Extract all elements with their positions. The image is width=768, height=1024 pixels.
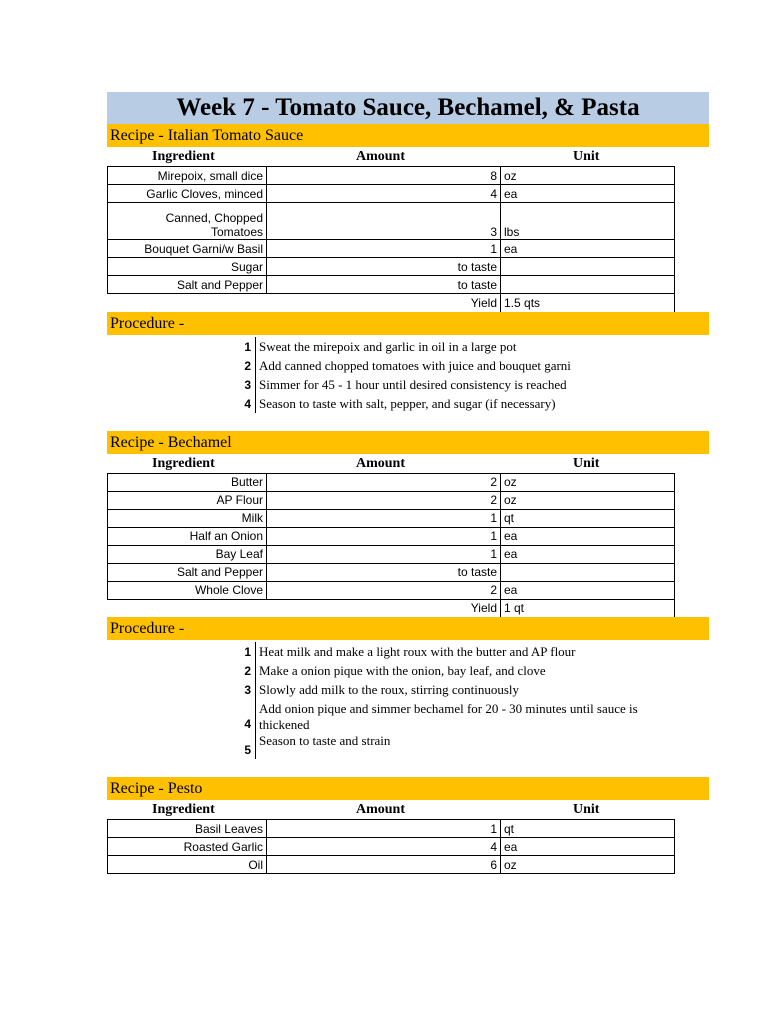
ingredient-cell: Basil Leaves [108, 820, 267, 838]
step-text: Season to taste and strain [255, 733, 669, 759]
step-number: 1 [244, 645, 251, 659]
procedure-step [107, 680, 709, 699]
amount-cell: 1 [267, 240, 501, 258]
table-row [108, 581, 675, 599]
ingredient-cell: Salt and Pepper [108, 276, 267, 294]
unit-cell [501, 276, 675, 294]
column-headers [107, 147, 709, 166]
table-row [108, 509, 675, 527]
column-headers [107, 454, 709, 473]
unit-cell: oz [501, 473, 675, 491]
ingredient-cell [108, 203, 267, 240]
ingredient-cell: Salt and Pepper [108, 563, 267, 581]
table-row [108, 545, 675, 563]
table-row [108, 203, 675, 240]
ingredient-cell: Mirepoix, small dice [108, 167, 267, 185]
unit-cell: lbs [501, 203, 675, 240]
amount-cell: to taste [267, 276, 501, 294]
table-row [108, 240, 675, 258]
table-row [108, 527, 675, 545]
table-row [108, 276, 675, 294]
yield-row [108, 599, 675, 617]
ingredient-cell: Bouquet Garni/w Basil [108, 240, 267, 258]
step-number: 4 [244, 396, 251, 411]
ingredient-cell: Bay Leaf [108, 545, 267, 563]
header-amount: Amount [356, 455, 406, 471]
unit-cell: qt [501, 509, 675, 527]
step-text: Slowly add milk to the roux, stirring continuously [255, 680, 669, 699]
table-row [108, 491, 675, 509]
header-amount: Amount [356, 149, 406, 164]
amount-cell: 1 [267, 545, 501, 563]
unit-cell: qt [501, 820, 675, 838]
unit-cell: ea [501, 838, 675, 856]
procedure-list-bechamel [107, 642, 709, 759]
amount-cell: 2 [267, 491, 501, 509]
yield-value: 1.5 qts [501, 294, 675, 312]
amount-cell: to taste [267, 563, 501, 581]
step-text: Sweat the mirepoix and garlic in oil in a large pot [255, 337, 669, 356]
procedure-step [107, 394, 709, 413]
amount-cell: to taste [267, 258, 501, 276]
unit-cell: ea [501, 545, 675, 563]
recipe-header-pesto: Recipe - Pesto [107, 777, 709, 800]
recipe-header-tomato: Recipe - Italian Tomato Sauce [107, 124, 709, 147]
procedure-step [107, 642, 709, 661]
step-number: 3 [244, 683, 251, 697]
amount-cell: 4 [267, 185, 501, 203]
ingredient-cell: Butter [108, 473, 267, 491]
header-ingredient: Ingredient [152, 802, 215, 817]
amount-cell: 1 [267, 509, 501, 527]
amount-cell: 4 [267, 838, 501, 856]
step-text: Make a onion pique with the onion, bay leaf, and clove [255, 661, 669, 680]
yield-label: Yield [267, 599, 501, 617]
amount-cell: 1 [267, 820, 501, 838]
amount-cell: 2 [267, 581, 501, 599]
header-ingredient: Ingredient [152, 149, 215, 164]
ingredient-line: Tomatoes [210, 225, 263, 239]
unit-cell: ea [501, 240, 675, 258]
procedure-header-bechamel: Procedure - [107, 617, 709, 640]
unit-cell: ea [501, 527, 675, 545]
ingredient-cell: AP Flour [108, 491, 267, 509]
amount-cell: 2 [267, 473, 501, 491]
step-number: 2 [244, 664, 251, 678]
step-number: 4 [244, 717, 251, 731]
empty-cell [108, 294, 267, 312]
procedure-step [107, 375, 709, 394]
ingredient-cell: Milk [108, 509, 267, 527]
step-text: Add onion pique and simmer bechamel for 20 - 30 minutes until sauce is thickened [255, 699, 669, 733]
step-number: 1 [244, 339, 251, 354]
recipe-header-bechamel: Recipe - Bechamel [107, 431, 709, 454]
procedure-step [107, 699, 709, 733]
yield-row [108, 294, 675, 312]
ingredient-cell: Half an Onion [108, 527, 267, 545]
procedure-header-tomato: Procedure - [107, 312, 709, 335]
page-title: Week 7 - Tomato Sauce, Bechamel, & Pasta [107, 92, 709, 124]
yield-value: 1 qt [501, 599, 675, 617]
step-text: Season to taste with salt, pepper, and sugar (if necessary) [255, 394, 669, 413]
step-number: 5 [244, 743, 251, 757]
procedure-step [107, 356, 709, 375]
ingredient-cell: Oil [108, 856, 267, 874]
header-unit: Unit [573, 802, 600, 817]
header-ingredient: Ingredient [152, 455, 215, 471]
step-text: Add canned chopped tomatoes with juice and bouquet garni [255, 356, 669, 375]
ingredient-table-tomato [107, 166, 675, 312]
table-row [108, 185, 675, 203]
unit-cell: ea [501, 581, 675, 599]
ingredient-cell: Sugar [108, 258, 267, 276]
spacer [107, 413, 709, 431]
procedure-step [107, 337, 709, 356]
unit-cell [501, 258, 675, 276]
table-row [108, 856, 675, 874]
table-row [108, 167, 675, 185]
ingredient-line: Canned, Chopped [165, 211, 263, 225]
ingredient-table-pesto [107, 819, 675, 874]
header-amount: Amount [356, 802, 406, 817]
unit-cell: ea [501, 185, 675, 203]
unit-cell: oz [501, 167, 675, 185]
recipe-sheet [107, 92, 709, 874]
procedure-list-tomato [107, 337, 709, 413]
amount-cell: 3 [267, 203, 501, 240]
header-unit: Unit [573, 455, 600, 471]
procedure-step [107, 661, 709, 680]
step-number: 2 [244, 358, 251, 373]
column-headers [107, 800, 709, 819]
table-row [108, 838, 675, 856]
amount-cell: 8 [267, 167, 501, 185]
yield-label: Yield [267, 294, 501, 312]
step-text: Simmer for 45 - 1 hour until desired consistency is reached [255, 375, 669, 394]
procedure-step [107, 733, 709, 759]
ingredient-cell: Roasted Garlic [108, 838, 267, 856]
unit-cell: oz [501, 856, 675, 874]
step-text: Heat milk and make a light roux with the butter and AP flour [255, 642, 669, 661]
table-row [108, 820, 675, 838]
unit-cell: oz [501, 491, 675, 509]
empty-cell [108, 599, 267, 617]
ingredient-cell: Whole Clove [108, 581, 267, 599]
amount-cell: 6 [267, 856, 501, 874]
unit-cell [501, 563, 675, 581]
ingredient-cell: Garlic Cloves, minced [108, 185, 267, 203]
table-row [108, 563, 675, 581]
ingredient-table-bechamel [107, 473, 675, 618]
spacer [107, 759, 709, 777]
step-number: 3 [244, 377, 251, 392]
header-unit: Unit [573, 149, 600, 164]
table-row [108, 473, 675, 491]
amount-cell: 1 [267, 527, 501, 545]
table-row [108, 258, 675, 276]
